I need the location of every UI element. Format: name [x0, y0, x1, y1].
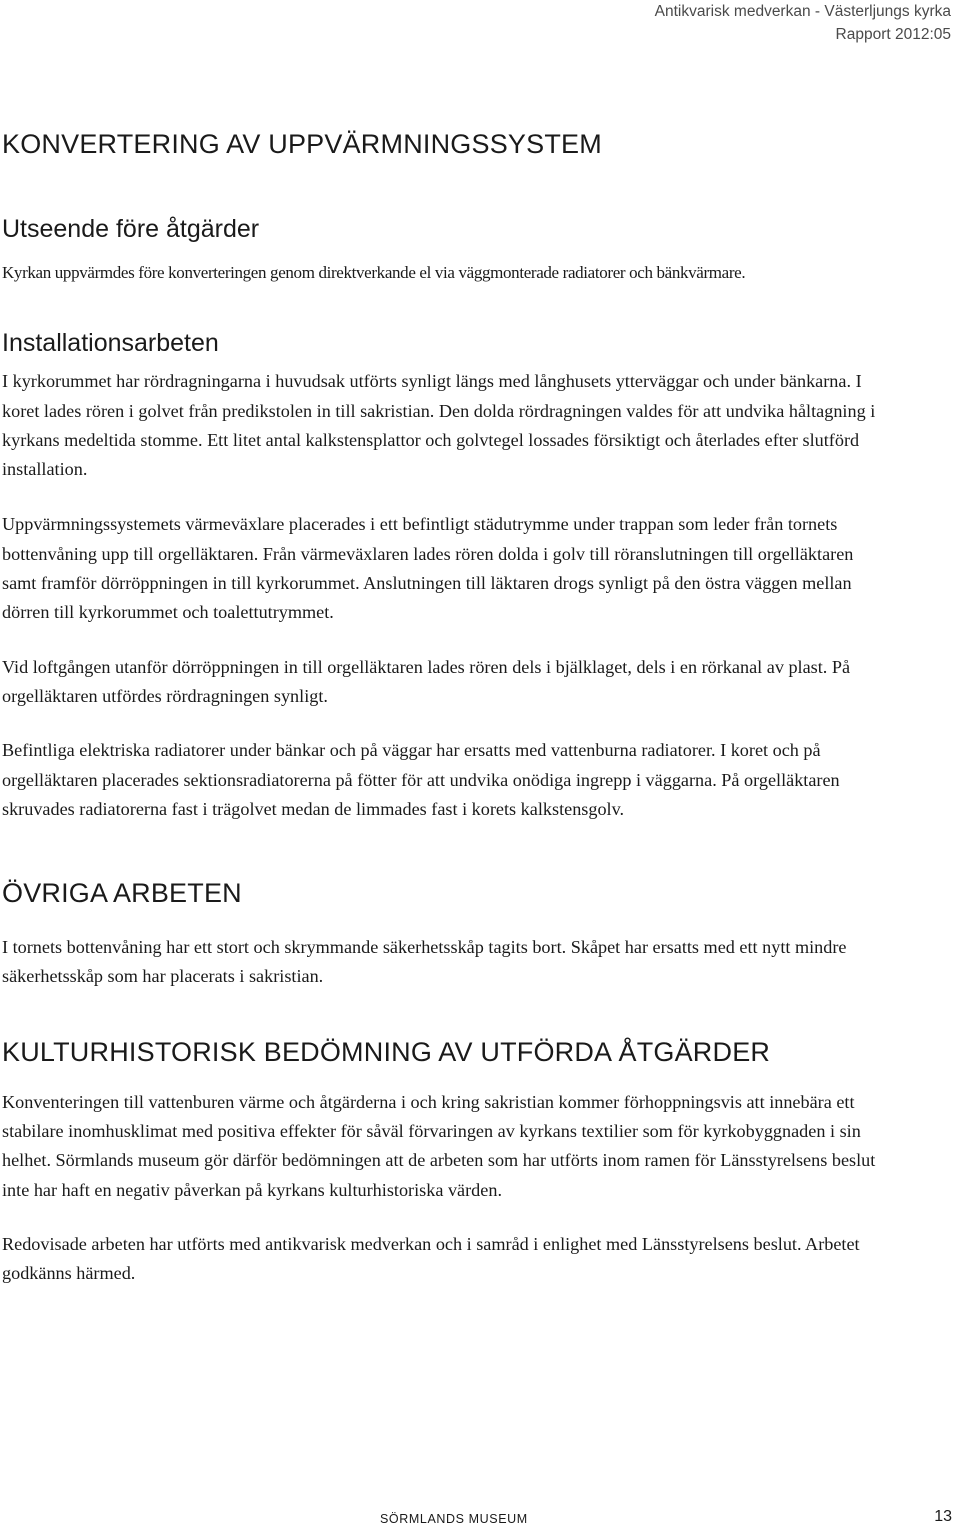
footer-publisher: SÖRMLANDS MUSEUM	[380, 1512, 528, 1526]
paragraph-installation-2: Uppvärmningssystemets värmeväxlare placerades i ett befintligt städutrymme under trappan som leder från tornets bottenvåning upp till orgelläktaren. Från värmeväxlaren lades rören dolda i golv till röranslutningen till orgelläktaren samt framför dörröppningen in till kyrkorummet. Anslutningen till läktaren drogs synligt på den östra väggen mellan dörren till kyrkorummet och toalettutrymmet.	[2, 514, 854, 623]
main-content	[2, 128, 892, 1289]
report-number: Rapport 2012:05	[835, 26, 951, 43]
page-header	[655, 0, 951, 46]
paragraph-installation-4: Befintliga elektriska radiatorer under bänkar och på väggar har ersatts med vattenburna radiatorer. I koret och på orgelläktaren placerades sektionsradiatorerna på fötter för att undvika onödiga ingrepp i väggarna. På orgelläktaren skruvades radiatorerna fast i trägolvet medan de limmades fast i korets kalkstensgolv.	[2, 740, 840, 819]
page-number: 13	[934, 1508, 952, 1525]
paragraph-bedomning-2: Redovisade arbeten har utförts med antikvarisk medverkan och i samråd i enlighet med Länsstyrelsens beslut. Arbetet godkänns härmed.	[2, 1233, 860, 1284]
subheading-installation: Installationsarbeten	[2, 329, 219, 358]
paragraph-bedomning-1: Konventeringen till vattenburen värme och åtgärderna i och kring sakristian kommer förhoppningsvis att innebära ett stabilare inomhusklimat med positiva effekter för såväl förvaringen av kyrkans textilier som för kyrkobyggnaden i sin helhet. Sörmlands museum gör därför bedömningen att de arbeten som har utförts inom ramen för Länsstyrelsens beslut inte har haft en negativ påverkan på kyrkans kulturhistoriska värden.	[2, 1091, 876, 1200]
section-title-konvertering: KONVERTERING AV UPPVÄRMNINGSSYSTEM	[2, 129, 602, 159]
section-title-ovriga: ÖVRIGA ARBETEN	[2, 878, 242, 909]
paragraph-utseende: Kyrkan uppvärmdes före konverteringen genom direktverkande el via väggmonterade radiatorer och bänkvärmare.	[2, 263, 746, 282]
subheading-utseende: Utseende före åtgärder	[2, 215, 260, 243]
paragraph-installation-3: Vid loftgången utanför dörröppningen in till orgelläktaren lades rören dels i bjälklaget, dels i en rörkanal av plast. På orgelläktaren utfördes rördragningen synligt.	[2, 656, 851, 706]
paragraph-ovriga: I tornets bottenvåning har ett stort och skrymmande säkerhetsskåp tagits bort. Skåpet har ersatts med ett nytt mindre säkerhetsskåp som har placerats i sakristian.	[2, 937, 847, 987]
report-title: Antikvarisk medverkan - Västerljungs kyrka	[654, 3, 951, 20]
section-title-bedomning: KULTURHISTORISK BEDÖMNING AV UTFÖRDA ÅTGÄRDER	[2, 1036, 771, 1067]
paragraph-installation-1: I kyrkorummet har rördragningarna i huvudsak utförts synligt längs med långhusets ytterväggar och under bänkarna. I koret lades rören i golvet från predikstolen in till sakristian. Den dolda rördragningen valdes för att undvika håltagning i kyrkans medeltida stomme. Ett litet antal kalkstensplattor och golvtegel lossades försiktigt och återlades efter slutförd installation.	[2, 371, 876, 480]
